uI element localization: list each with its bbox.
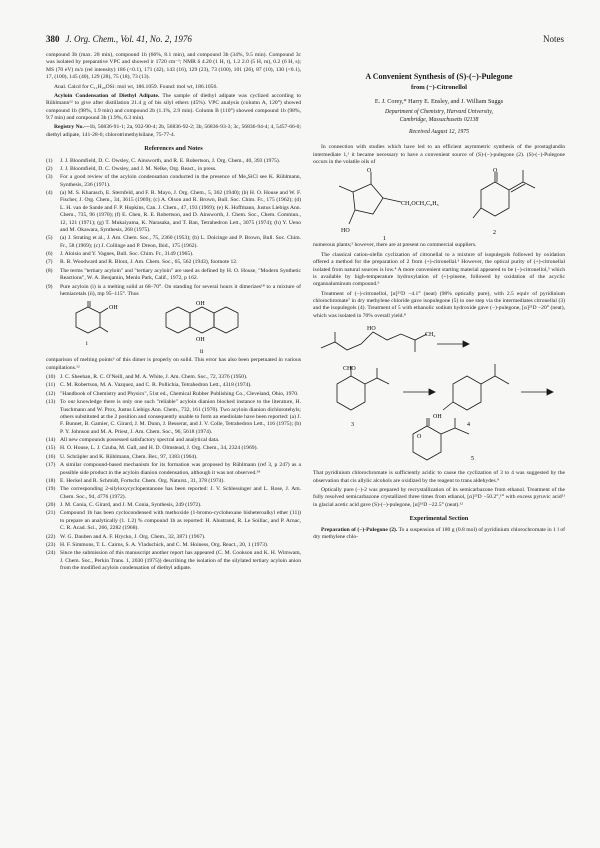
received-date: Received August 12, 1975	[408, 128, 470, 135]
reference-item	[46, 251, 301, 258]
reaction-arrow-1	[437, 341, 469, 347]
ref-text: U. Schräpler and K. Rühlmann, Chem. Ber., 97, 1383 (1964).	[60, 453, 198, 460]
ref-text: (a) M. S. Kharasch, E. Sternfeld, and F. R. Mayo, J. Org. Chem., 5, 362 (1940); (b) H. O. House and W. F. Fischer, J. Org. Chem., 34, 3615 (1969); (c) A. Olson and R. Brown, Bull. Soc. Chim. Fr., 175 (1962); (d) L. H. van de Sande and F. P. Hopkins, Can. J. Chem., 47, 193 (1969); (e) K. Hoffmann, Justus Liebigs Ann. Chem., 735, 96 (1970); (f) E. Chen, R. E. Robertson, and D. Ainsworth, J. Chem. Soc., Chem. Commun., 12, 121 (1971); (g) T. Mukaiyama, K. Narasaka, and T. Ban, Tetrahedron Lett., 3075 (1974); (h) Y. Ueno and M. Okawara, Synthesis, 268 (1975).	[60, 190, 301, 233]
ref-text: J. J. Bloomfield, D. C. Owsley, C. Ainsworth, and R. E. Robertson, J. Org. Chem., 40, 393 (1975).	[60, 157, 281, 164]
ref-text: J. C. Sheehan, R. C. O'Neill, and M. A. White, J. Am. Chem. Soc., 72, 3376 (1950).	[60, 374, 248, 381]
ref-text: Since the submission of this manuscript another report has appeared (C. M. Cookson and K. H. Wimwam, J. Chem. Soc., Perkin Trans. 1, 2030 (1975)) describing the isolation of the silylated tertiary acyloin anion from the modified acyloin condensation of diethyl adipate.	[60, 550, 301, 572]
ref-number: (2)	[46, 165, 53, 172]
ref-text: H. F. Simmons, T. L. Cairns, S. A. Vladuchick, and C. M. Hoiness, Org. React., 20, 1 (1973).	[60, 541, 269, 548]
ref-number: (15)	[46, 445, 56, 452]
compound-5-label: 5	[471, 456, 474, 463]
scheme-ch2-label: CH₂	[425, 332, 436, 339]
registry-para	[46, 124, 301, 139]
ref-text: A similar compound-based mechanism for its formation was proposed by Rühlmann (ref 3, p 247) as a possible side product in the acyloin dianion condensation, although it was not observed.¹⁸	[60, 462, 301, 476]
compound-1-label: 1	[383, 236, 386, 243]
reaction-scheme-figure	[313, 322, 565, 470]
compound-3-cho-label: CHO	[343, 366, 356, 373]
compounds-1-2-figure	[313, 168, 565, 242]
acyloin-i-label: i	[86, 341, 88, 348]
affiliation-line-2: Cambridge, Massachusetts 02138	[399, 117, 479, 124]
ref-number: (12)	[46, 390, 56, 397]
ref-number: (9)	[46, 283, 53, 290]
header-journal	[46, 34, 192, 44]
reference-item	[46, 399, 301, 436]
dimer-ii-label: ii	[200, 349, 204, 356]
compound-2-label: 2	[493, 230, 496, 237]
citronellol-structure	[321, 332, 427, 352]
ref-text: H. O. House, L. J. Czuba, M. Gall, and H. D. Olmstead, J. Org. Chem., 34, 2324 (1969).	[60, 445, 258, 452]
ref-number: (11)	[46, 382, 56, 389]
right-para-4: Treatment of (−)-citronellol, [α]²⁵D −4.1° (neat) (98% optically pure), with 2.5 equiv of pyridinium chlorochromate⁷ in dry methylene chloride gave isopulegone (5) in one step via the intermediates citronellal (3) and the isopulegols (4). Treatment of 5 with ethanolic sodium hydroxide gave (−)-pulegone, [α]²⁵D −20° (neat), which was isolated in 70% overall yield.⁸	[313, 290, 565, 319]
ref-number: (20)	[46, 502, 56, 509]
ref-number: (17)	[46, 462, 56, 469]
references-list-continued	[46, 374, 301, 572]
reference-item	[46, 462, 301, 477]
ref-number: (22)	[46, 533, 56, 540]
ref-text: R. B. Woodward and R. Blout, J. Am. Chem. Soc., 65, 562 (1943), footnote 12.	[60, 259, 238, 266]
ref-number: (14)	[46, 437, 56, 444]
compound-1-ho-label: HO	[341, 228, 350, 235]
experimental-text: To a suspension of 180 g (0.8 mol) of pyridinium chlorochromate in 1 l of dry methylene chlo-	[313, 526, 565, 540]
left-column	[46, 52, 301, 573]
reaction-arrow-3	[521, 389, 553, 395]
ref-text: J. J. Bloomfield, D. C. Owsley, and J. M. Nelke, Org. React., in press.	[60, 165, 217, 172]
reference-item	[46, 454, 301, 461]
reference-item	[46, 284, 301, 299]
ref-text: Compound 1b has been cyclocondensed with methoxide (1-bromo-cyclohexane bisheteroalkyl ether (11)) to prepare an analytically (1. 1.2) % compound 1b as reported: H. Alustrand, R. Le Soillac, and P. Arnac, C. R. Acad. Sci., 266, 2282 (1968).	[60, 510, 301, 532]
ref-text: The terms "tertiary acyloin" and "tertiary acyloin" are used as defined by H. O. House, "Modern Synthetic Reactions", W. A. Benjamin, Menlo Park, Calif., 1972, p 162.	[60, 267, 301, 282]
journal-citation: J. Org. Chem., Vol. 41, No. 2, 1976	[65, 34, 192, 44]
ref-number: (18)	[46, 477, 56, 484]
reaction-arrow-2	[403, 389, 435, 395]
reference-item	[46, 382, 301, 389]
left-para-2: Anal. Calcd for C₁₁H₂₀OSi: mol wt, 186.1059. Found: mol wt, 186.1056.	[54, 83, 218, 90]
ref-number: (6)	[46, 251, 53, 258]
experimental-paragraph	[313, 527, 565, 542]
ref-text: J. M. Conia, C. Girard, and J. M. Conia, Synthesis, 249 (1972).	[60, 502, 202, 509]
reference-item	[46, 486, 301, 501]
reference-item	[46, 391, 301, 398]
ref-text: All new compounds possessed satisfactory spectral and analytical data.	[60, 437, 220, 444]
ref-text: "Handbook of Chemistry and Physics", 51st ed., Chemical Rubber Publishing Co., Cleveland, Ohio, 1970.	[60, 390, 299, 397]
right-para-2: numerous plants;² however, there are at present no commercial suppliers.	[313, 242, 477, 249]
compound-4-structure	[443, 364, 509, 410]
ref-number: (4)	[46, 190, 53, 197]
compound-5-structure	[413, 418, 469, 460]
acyloin-structures-figure	[46, 299, 301, 357]
reference-item	[46, 510, 301, 532]
reference-item	[46, 445, 301, 452]
ref9-continuation: comparison of melting points⁶ of this dimer is properly on solid. This error has also been perpetuated in various compilations.¹²	[46, 357, 301, 371]
ref-text: For a good review of the acyloin condensation conducted in the presence of Me₃SiCl see K. Rühlmann, Synthesis, 236 (1971).	[60, 174, 301, 188]
ref-number: (3)	[46, 174, 53, 181]
registry-text: 1b, 56836-91-1; 2a, 932-90-4; 2b, 56836-92-2; 3b, 56836-93-3; 3c, 56836-94-4; 4, 5457-66-0; diethyl adipate, 141-28-6; chlorotrimethylsilane, 75-77-4.	[46, 124, 302, 138]
reference-item	[46, 542, 301, 549]
reference-item	[46, 502, 301, 509]
experimental-heading: Experimental Section	[409, 515, 469, 523]
ref-text: J. Aloisio and Y. Vagnes, Bull. Soc. Chim. Fr., 3149 (1965).	[60, 251, 194, 258]
right-para-5: That pyridinium chlorochromate is sufficiently acidic to cause the cyclization of 3 to 4 was suggested by the observation that cis allylic alcohols are oxidized by the reagent to trans aldehydes.⁹	[313, 470, 565, 484]
ref-number: (24)	[46, 550, 56, 557]
compound-4-oh-label: OH	[433, 414, 442, 421]
acyloin-heading: Acyloin Condensation of Diethyl Adipate.	[54, 92, 160, 99]
ref-number: (10)	[46, 374, 56, 381]
compound-1-substituent: CH₂OCH₂C₆H₅	[401, 201, 439, 208]
left-para-1: compound 3b (max. 28 min), compound 1b (66%, 8.1 min), and compound 3b (34%, 9.5 min). Compound 3c was isolated by preparative VPC and showed ir 1720 cm⁻¹; NMR δ 4.20 (1 H, t), 1.2 2.0 (5 H, m), 0.2 (6 H, s); MS (70 eV) m/z (rel intensity) 186 (<0.1), 171 (42), 143 (16), 129 (23), 73 (100), 101 (26), 87 (10), 130 (<0.1), 17, (100), 145 (40), 129 (28), 75 (18), 73 (13).	[46, 52, 301, 81]
affiliation-line-1: Department of Chemistry, Harvard University,	[385, 109, 493, 116]
right-para-6: Optically pure (−)-2 was prepared by recrystallization of its semicarbazone from ethanol. Treatment of the fully resolved semicarbazone crystallized three times from ethanol, [α]²⁵D −50.2°,¹⁰ with excess pyruvic acid¹¹ in glacial acetic acid gave (S)-(−)-pulegone, [α]²⁵D −22.5° (neat).¹²	[313, 486, 565, 508]
compound-3-label: 3	[351, 422, 354, 429]
intro-paragraph: In connection with studies which have led to an efficient asymmetric synthesis of the prostaglandin intermediate 1,¹ it became necessary to have a convenient source of (S)-(−)-pulegone (2). (S)-(−)-Pulegone occurs in the volatile oils of	[313, 144, 565, 166]
compound-1-structure	[339, 172, 401, 224]
acyloin-i-oh-label: OH	[109, 305, 118, 312]
acyloin-text: The sample of diethyl adipate was cyclized according to Rühlmann¹² to give after distillation 21.4 g of bis silyl ethers (45%). VPC analysis (column A, 120°) showed compound 1b (98%, 1.9 min) and compound 2b (1.1%, 2.9 min). Column B (110°) showed compound 1b (98%, 9.7 min) and compound 3b (1.9%, 6.3 min).	[46, 92, 301, 121]
ref-number: (19)	[46, 486, 56, 493]
reference-item	[46, 437, 301, 444]
ref-number: (8)	[46, 267, 53, 274]
ref-number: (21)	[46, 510, 56, 517]
reference-item	[46, 174, 301, 189]
ref-text: Pure acyloin (i) is a melting solid at 68–70°. On standing for several hours it dimerizes¹⁸ to a mixture of hemiacetals (ii), mp 95–115°. Thus	[60, 283, 301, 297]
ref-text: C. M. Robertson, M. A. Vazquez, and C. R. Pollichia, Tetrahedron Lett., 4318 (1974).	[60, 382, 252, 389]
compound-2-o-label: O	[493, 168, 498, 175]
compound-1-o-label: O	[367, 168, 372, 175]
references-title: References and Notes	[144, 145, 203, 153]
reference-item	[46, 550, 301, 572]
ref-text: To our knowledge there is only one such "reliable" acyloin dianion blocked instance to the literature, H. Tuschmann and W. Prox, Justus Liebigs Ann. Chem., 732, 161 (1970). Two acyloin dianion dichlorotehyls; others substituted at the 2 position and consequently unable to form an enediolate have been reported: (a) J. F. Bunnet, B. Gamier, C. Girard, J. M. Dunn, J. Besserat, and J. V. Colle, Tetrahedron Lett., 116 (1975); (b) P. Y. Johnson and M. A. Priest, J. Am. Chem. Soc., 96, 5618 (1974).	[60, 399, 301, 435]
ref-number: (1)	[46, 157, 53, 164]
ref-text: The corresponding 2-silyloxycyclopentanone has been reported: J. V. Schlessinger and L. Rose, J. Am. Chem. Soc., 94, 4776 (1972).	[60, 486, 301, 500]
ref-number: (23)	[46, 541, 56, 548]
registry-heading: Registry No.—	[54, 124, 90, 131]
reference-item	[46, 235, 301, 250]
dimer-ii-oh-bottom: OH	[196, 337, 205, 344]
reference-item	[46, 158, 301, 165]
reference-item	[46, 534, 301, 541]
section-label: Notes	[543, 34, 564, 44]
ref-number: (16)	[46, 453, 56, 460]
article-authors: E. J. Corey,* Harry E. Ensley, and J. William Suggs	[374, 98, 504, 106]
page-number: 380	[46, 34, 60, 44]
acyloin-i-structure	[76, 301, 108, 333]
reference-item	[46, 166, 301, 173]
dimer-ii-oh-top: OH	[196, 301, 205, 308]
ref-number: (7)	[46, 259, 53, 266]
ref-text: (a) J. Strating et al., J. Am. Chem. Soc., 75, 2360 (1953); (b) L. Dolcinge and P. Brown, Bull. Soc. Chim. Fr., 58 (1969); (c) J. Collinge and P. Dreon, Ibid., 175 (1962).	[60, 235, 301, 249]
ref-number: (5)	[46, 235, 53, 242]
reference-item	[46, 374, 301, 381]
article-subtitle: from (−)-Citronellol	[410, 83, 468, 91]
reference-item	[46, 259, 301, 266]
article-title: A Convenient Synthesis of (S)-(−)-Pulegone	[365, 72, 513, 81]
reference-item	[46, 478, 301, 485]
right-para-3: The classical cation-olefin cyclization of citronellal to a mixture of isopulegols followed by oxidation offered a method for the preparation of 2 from (+)-citronellal.³ However, the optical purity of (+)-citronellal isolated from natural sources is low.⁴ A more convenient starting material appeared to be (−)-citronellol,⁵ which is available by high-temperature hydroxylation of (+)-pinene, followed by oxidation of the acyclic organoaluminum compound.⁶	[313, 251, 565, 288]
ref-number: (13)	[46, 399, 56, 406]
compound-3-structure	[337, 366, 389, 410]
running-header	[46, 34, 564, 48]
right-column	[313, 52, 565, 543]
reference-item	[46, 268, 301, 283]
reference-item	[46, 190, 301, 234]
references-list	[46, 158, 301, 299]
left-para-3	[46, 93, 301, 123]
experimental-lead: Preparation of (−)-Pulegone (2).	[321, 526, 398, 533]
ref-text: E. Heckel and R. Schmidt, Fortschr. Chem. Org. Naturst., 31, 378 (1974).	[60, 477, 225, 484]
ref-text: W. G. Dauben and A. F. Hrycko, J. Org. Chem., 32, 3871 (1967).	[60, 533, 206, 540]
compound-2-structure	[473, 170, 535, 218]
compound-5-o-label: O	[417, 434, 422, 441]
dimer-ii-structure	[166, 307, 238, 333]
scheme-ho-label: HO	[367, 326, 376, 333]
compound-4-label: 4	[467, 422, 470, 429]
